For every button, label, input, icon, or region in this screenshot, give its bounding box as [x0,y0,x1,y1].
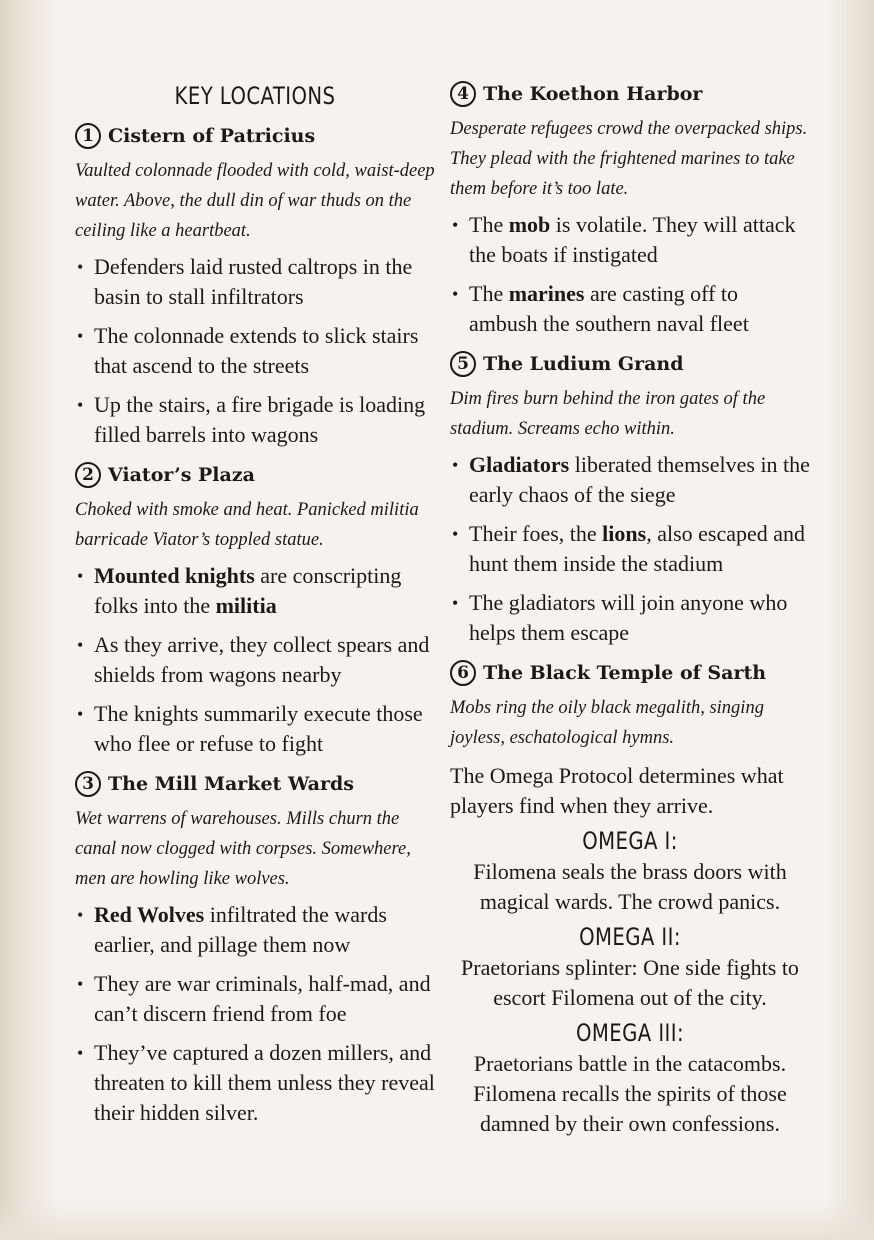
location-title [75,120,435,152]
bullet-icon: • [77,704,84,724]
bullet-item: • Gladiators liberated themselves in the early chaos of the siege [452,452,810,507]
bullet-icon: • [452,215,459,235]
bullet-icon: • [452,455,459,475]
location-title [75,459,435,491]
bullet-icon: • [77,635,84,655]
location-title [450,348,810,380]
omega-heading: OMEGA II: [579,923,681,951]
location-description: Mobs ring the oily black megalith, singing joyless, eschatological hymns. [450,698,764,748]
bullet-item: • The marines are casting off to ambush the southern naval fleet [452,281,749,336]
bullet-item: • Defenders laid rusted caltrops in the basin to stall infiltrators [77,254,413,309]
location-number-badge: 3 [75,771,101,797]
bullet-icon: • [77,974,84,994]
location-number-badge: 4 [450,81,476,107]
left-column [75,78,435,1137]
bullet-icon: • [452,284,459,304]
bullet-item: • Their foes, the lions, also escaped and hunt them inside the stadium [452,521,806,576]
location-number-badge: 5 [450,351,476,377]
bullet-item: • Up the stairs, a fire brigade is loading filled barrels into wagons [77,392,426,447]
location-bullets [75,252,435,450]
location-name: The Black Temple of Sarth [483,662,767,684]
location-title [450,78,810,110]
location-bullets [450,210,810,339]
location-title [75,768,435,800]
location-name: The Ludium Grand [483,353,684,375]
bullet-icon: • [77,326,84,346]
bullet-icon: • [77,395,84,415]
omega-1 [450,825,810,917]
bullet-item: • The knights summarily execute those who flee or refuse to fight [77,701,423,756]
bullet-item: • Mounted knights are conscripting folks into the militia [77,563,402,618]
bullet-icon: • [452,593,459,613]
location-5 [450,348,810,648]
page-shadow-left [0,0,60,1240]
omega-heading: OMEGA I: [582,827,678,855]
omega-2 [450,921,810,1013]
location-name: The Koethon Harbor [483,83,703,105]
bullet-icon: • [77,566,84,586]
bullet-item: • The gladiators will join anyone who helps them escape [452,590,788,645]
location-name: Cistern of Patricius [108,125,316,147]
location-4 [450,78,810,339]
location-description: Wet warrens of warehouses. Mills churn the canal now clogged with corpses. Somewhere, men are howling like wolves. [75,809,411,889]
location-3 [75,768,435,1128]
location-number-badge: 2 [75,462,101,488]
omega-intro: The Omega Protocol determines what players find when they arrive. [450,763,784,818]
location-description: Dim fires burn behind the iron gates of the stadium. Screams echo within. [450,389,766,439]
location-description: Vaulted colonnade flooded with cold, waist-deep water. Above, the dull din of war thuds on the ceiling like a heartbeat. [75,161,435,241]
location-title [450,657,810,689]
bullet-item: • They’ve captured a dozen millers, and threaten to kill them unless they reveal their hidden silver. [77,1040,435,1125]
bullet-icon: • [452,524,459,544]
location-description: Desperate refugees crowd the overpacked ships. They plead with the frightened marines to take them before it’s too late. [450,119,808,199]
location-number-badge: 1 [75,123,101,149]
location-bullets [450,450,810,648]
page-shadow-bottom [0,1200,874,1240]
key-locations-heading: KEY LOCATIONS [174,82,336,110]
bullet-item: • They are war criminals, half-mad, and can’t discern friend from foe [77,971,431,1026]
bullet-icon: • [77,1043,84,1063]
location-1 [75,120,435,450]
right-column [450,78,810,1143]
location-name: The Mill Market Wards [108,773,354,795]
bullet-icon: • [77,257,84,277]
omega-text: Praetorians splinter: One side fights to escort Filomena out of the city. [461,955,799,1010]
location-bullets [75,900,435,1128]
page-shadow-right [824,0,874,1240]
bullet-item: • Red Wolves infiltrated the wards earlier, and pillage them now [77,902,387,957]
location-name: Viator’s Plaza [108,464,255,486]
location-bullets [75,561,435,759]
omega-3 [450,1017,810,1139]
omega-heading: OMEGA III: [575,1019,685,1047]
bullet-item: • As they arrive, they collect spears and shields from wagons nearby [77,632,430,687]
location-number-badge: 6 [450,660,476,686]
bullet-icon: • [77,905,84,925]
omega-text: Filomena seals the brass doors with magical wards. The crowd panics. [473,859,787,914]
bullet-item: • The colonnade extends to slick stairs that ascend to the streets [77,323,419,378]
bullet-item: • The mob is volatile. They will attack the boats if instigated [452,212,796,267]
location-description: Choked with smoke and heat. Panicked militia barricade Viator’s toppled statue. [75,500,419,550]
location-2 [75,459,435,759]
location-6 [450,657,810,753]
omega-text: Praetorians battle in the catacombs. Filomena recalls the spirits of those damned by their own confessions. [473,1051,787,1136]
